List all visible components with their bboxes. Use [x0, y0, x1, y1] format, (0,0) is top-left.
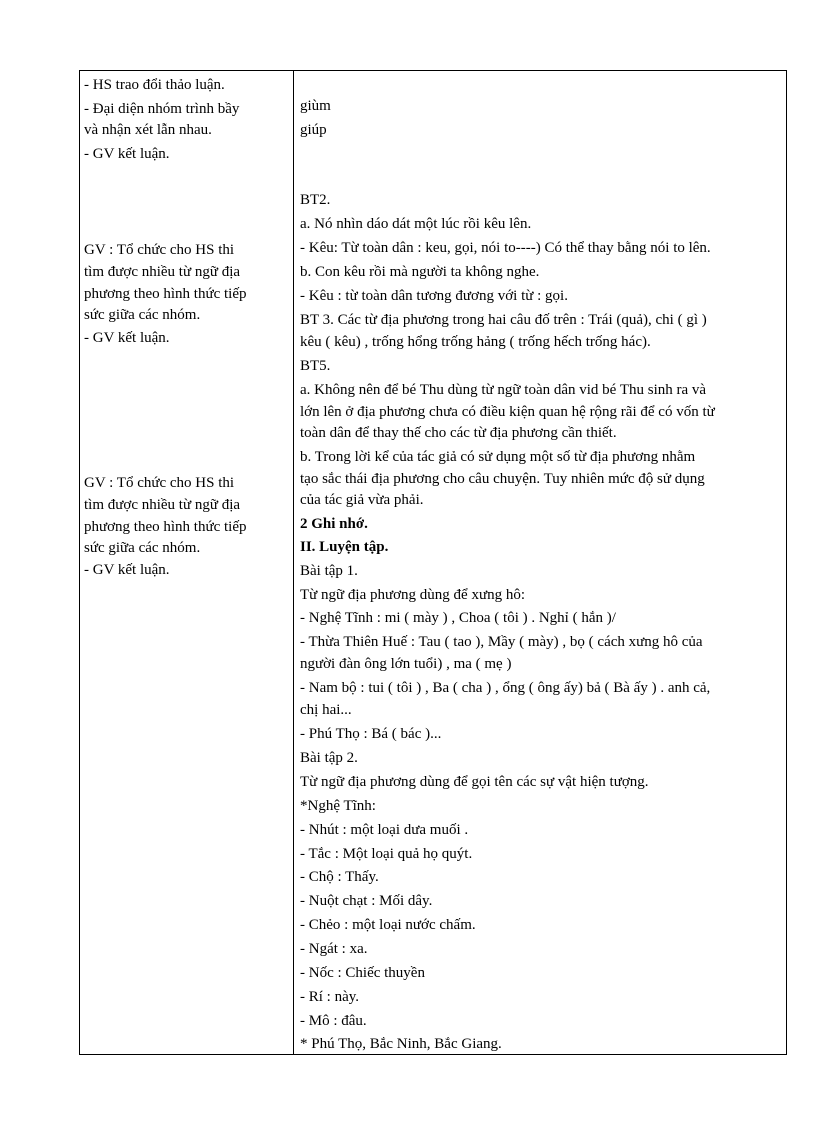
right-text-line: *Nghệ Tĩnh:: [300, 798, 376, 814]
left-text-line: - GV kết luận.: [84, 146, 170, 162]
right-text-line: - Kêu: Từ toàn dân : keu, gọi, nói to----) Có thể thay bằng nói to lên.: [300, 240, 711, 256]
right-text-line: - Phú Thọ : Bá ( bác )...: [300, 726, 442, 742]
luyen-tap-heading: II. Luyện tập.: [300, 539, 389, 555]
right-text-line: chị hai...: [300, 702, 352, 718]
right-text-line: - Mô : đâu.: [300, 1013, 367, 1029]
right-text-line: lớn lên ở địa phương chưa có điều kiện quan hệ rộng rãi để có vốn từ: [300, 404, 715, 420]
right-text-line: giùm: [300, 98, 331, 114]
right-text-line: - Nghệ Tĩnh : mi ( mày ) , Choa ( tôi ) . Nghỉ ( hắn )/: [300, 610, 616, 626]
right-text-line: - Rí : này.: [300, 989, 360, 1005]
left-text-line: tìm được nhiều từ ngữ địa: [84, 497, 241, 513]
lesson-table: [79, 70, 787, 1055]
right-text-line: b. Trong lời kể của tác giả có sử dụng một số từ địa phương nhằm: [300, 449, 696, 465]
right-text-line: BT2.: [300, 192, 331, 208]
left-text-line: tìm được nhiều từ ngữ địa: [84, 264, 241, 280]
right-text-line: Từ ngữ địa phương dùng để xưng hô:: [300, 587, 526, 603]
right-text-line: của tác giả vừa phải.: [300, 492, 424, 508]
column-divider: [293, 71, 294, 1054]
left-text-line: - GV kết luận.: [84, 330, 170, 346]
left-text-line: phương theo hình thức tiếp: [84, 519, 247, 535]
right-text-line: tạo sắc thái địa phương cho câu chuyện. Tuy nhiên mức độ sử dụng: [300, 471, 705, 487]
right-text-line: BT5.: [300, 358, 331, 374]
right-text-line: b. Con kêu rồi mà người ta không nghe.: [300, 264, 540, 280]
right-text-line: BT 3. Các từ địa phương trong hai câu đố trên : Trái (quả), chi ( gì ): [300, 312, 707, 328]
right-text-line: a. Không nên để bé Thu dùng từ ngữ toàn dân vid bé Thu sinh ra và: [300, 382, 707, 398]
left-text-line: - Đại diện nhóm trình bầy: [84, 101, 240, 117]
right-text-line: - Tắc : Một loại quả họ quýt.: [300, 846, 473, 862]
right-text-line: - Kêu : từ toàn dân tương đương với từ : gọi.: [300, 288, 568, 304]
left-text-line: và nhận xét lẫn nhau.: [84, 122, 212, 138]
right-text-line: - Thừa Thiên Huế : Tau ( tao ), Mầy ( mày) , bọ ( cách xưng hô của: [300, 634, 703, 650]
left-text-line: GV : Tổ chức cho HS thi: [84, 475, 235, 491]
right-text-line: kêu ( kêu) , trống hổng trống hảng ( trống hếch trống hác).: [300, 334, 651, 350]
right-text-line: - Ngát : xa.: [300, 941, 368, 957]
right-text-line: Bài tập 2.: [300, 750, 358, 766]
right-text-line: - Nốc : Chiếc thuyền: [300, 965, 425, 981]
right-text-line: - Nuột chạt : Mối dây.: [300, 893, 433, 909]
right-text-line: - Chẻo : một loại nước chấm.: [300, 917, 476, 933]
left-text-line: - GV kết luận.: [84, 562, 170, 578]
left-text-line: phương theo hình thức tiếp: [84, 286, 247, 302]
right-text-line: người đàn ông lớn tuổi) , ma ( mẹ ): [300, 656, 512, 672]
right-text-line: - Nhút : một loại dưa muối .: [300, 822, 469, 838]
left-text-line: GV : Tổ chức cho HS thi: [84, 242, 235, 258]
right-text-line: giúp: [300, 122, 327, 138]
right-text-line: - Nam bộ : tui ( tôi ) , Ba ( cha ) , ổng ( ông ấy) bả ( Bà ấy ) . anh cả,: [300, 680, 711, 696]
right-text-line: Bài tập 1.: [300, 563, 358, 579]
right-text-line: Từ ngữ địa phương dùng để gọi tên các sự vật hiện tượng.: [300, 774, 649, 790]
right-text-line: - Chộ : Thấy.: [300, 869, 379, 885]
right-text-line: toàn dân để thay thế cho các từ địa phương cần thiết.: [300, 425, 617, 441]
left-text-line: - HS trao đổi thảo luận.: [84, 77, 225, 93]
left-text-line: sức giữa các nhóm.: [84, 540, 201, 556]
ghi-nho-heading: 2 Ghi nhớ.: [300, 516, 368, 532]
right-text-line: * Phú Thọ, Bắc Ninh, Bắc Giang.: [300, 1036, 502, 1052]
right-text-line: a. Nó nhìn dáo dát một lúc rồi kêu lên.: [300, 216, 532, 232]
left-text-line: sức giữa các nhóm.: [84, 307, 201, 323]
